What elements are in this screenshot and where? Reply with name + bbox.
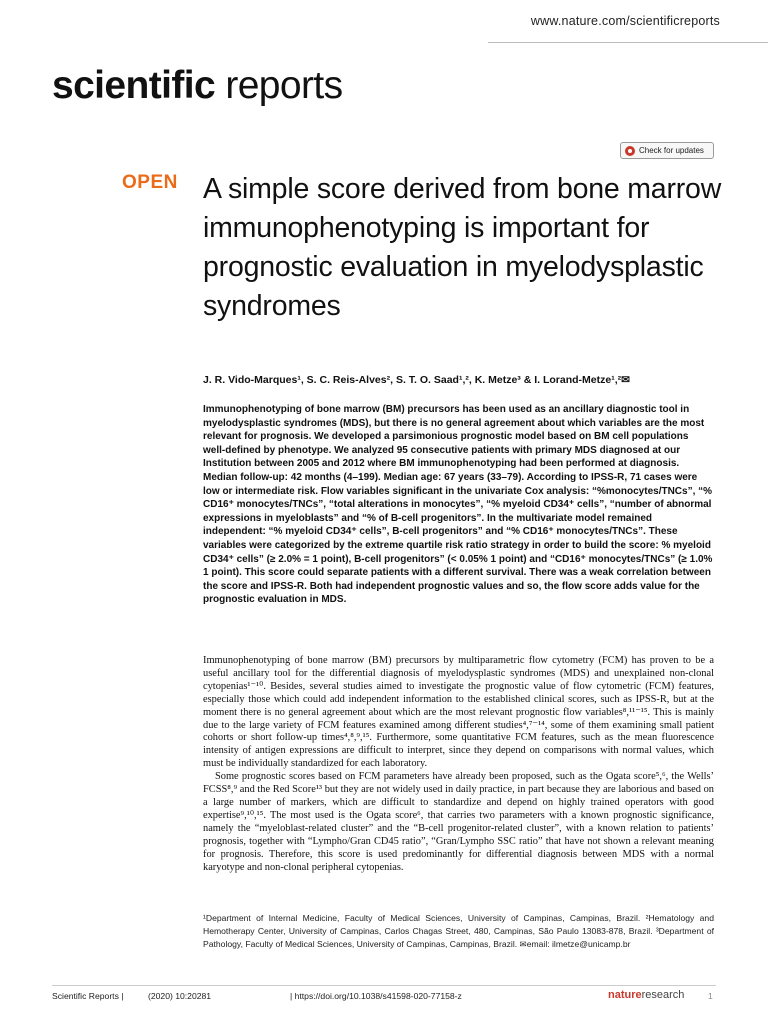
masthead-light: reports — [215, 64, 343, 107]
footer-rule — [52, 985, 716, 986]
header-rule — [488, 42, 768, 43]
check-for-updates-button[interactable] — [620, 142, 714, 159]
nature-research-logo — [608, 989, 684, 1001]
check-for-updates-label: Check for updates — [639, 146, 704, 155]
abstract: Immunophenotyping of bone marrow (BM) precursors has been used as an ancillary diagnostic tool in myelodysplastic syndromes (MDS), but there is no general agreement about which variables are the most relevant for prognosis. We developed a parsimonious prognostic model based on BM cell populations well-defined by phenotype. We analyzed 95 consecutive patients with primary MDS diagnosed at our Institution between 2005 and 2012 where BM immunophenotyping had been performed at diagnosis. Median follow-up: 42 months (4–199). Median age: 67 years (33–79). According to IPSS-R, 71 cases were low or intermediate risk. Flow variables significant in the univariate Cox analysis: “%monocytes/TNCs”, “% CD16⁺ monocytes/TNCs”, “total alterations in monocytes”, “% myeloid CD34⁺ cells”, “number of abnormal expressions in myeloblasts” and “% of B-cell progenitors”. In the multivariate model remained independent: “% myeloid CD34⁺ cells”, B-cell progenitors” and “% CD16⁺ monocytes/TNCs”. These variables were categorized by the extreme quartile risk ratio strategy in order to build the score: % myeloid CD34⁺ cells” (≥ 2.0% = 1 point), B-cell progenitors” (< 0.05% 1 point) and “CD16⁺ monocytes/TNCs” (≥ 1.0% 1 point). This score could separate patients with a different survival. There was a weak correlation between the score and IPSS-R. Both had independent prognostic values and so, the flow score adds value for the prognostic evaluation in MDS. — [203, 404, 713, 606]
article-title: A simple score derived from bone marrow immunophenotyping is important for prognostic evaluation in myelodysplastic syndromes — [203, 173, 722, 322]
affiliations: ¹Department of Internal Medicine, Faculty of Medical Sciences, University of Campinas, Campinas, Brazil. ²Hematology and Hemotherapy Center, University of Campinas, Carlos Chagas Street, 480, Campinas, São Paulo 13083-878, Brazil. ³Department of Pathology, Faculty of Medical Sciences, University of Campinas, Campinas, Brazil. ✉email: ilmetze@unicamp.br — [203, 913, 714, 949]
page-number: 1 — [708, 991, 713, 1001]
footer-year-volume: (2020) 10:20281 — [148, 991, 212, 1001]
masthead-bold: scientific — [52, 64, 216, 107]
author-list[interactable]: J. R. Vido-Marques¹, S. C. Reis-Alves², S. T. O. Saad¹,², K. Metze³ & I. Lorand-Metze¹,²✉ — [203, 374, 630, 386]
body-paragraph-2: Some prognostic scores based on FCM parameters have already been proposed, such as the Ogata score⁵,⁶, the Wells’ FCSS⁸,⁹ and the Red Score¹³ but they are not widely used in daily practice, in part because they are laborious and based on a large number of markers, which are difficult to standardize and depend on highly trained operators with good expertise⁹,¹⁰,¹⁵. The most used is the Ogata score⁶, that carries two parameters with a known prognostic significance, namely the “myeloblast-related cluster” and the “B-cell progenitor-related cluster”, with a known relation to patients’ prognosis, together with “Lympho/Gran CD45 ratio”, “Gran/Lympho SSC ratio” that have not shown a relevant meaning for prognosis. Therefore, this score is used predominantly for differential diagnosis between MDS with a normal karyotype and non-clonal peripheral cytopenias. — [203, 771, 714, 873]
footer-doi-link[interactable]: | https://doi.org/10.1038/s41598-020-77158-z — [290, 991, 462, 1001]
brand-research: research — [641, 989, 685, 1001]
article-body — [203, 655, 714, 874]
body-paragraph-1: Immunophenotyping of bone marrow (BM) precursors by multiparametric flow cytometry (FCM) has proven to be a useful ancillary tool for the differential diagnosis of myelodysplastic syndromes (MDS) and unexplained non-clonal cytopenias¹⁻¹⁰. Besides, several studies aimed to investigate the prognostic value of flow cytometric (FCM) features, especially those which could add independent information to the established clinical scores, such as IPSS-R, but at the moment there is no general agreement about which are the most relevant prognostic flow variables⁸,¹¹⁻¹⁵. This is mainly due to the large variety of FCM features examined among different studies⁴,⁷⁻¹⁴, some of them examining small patient cohorts or short follow-up times⁴,⁸,⁹,¹⁵. Furthermore, some quantitative FCM features, such as the mean fluorescence intensity of antigen expressions are difficult to interpret, since they depend on comparisons with normal values, which must be individually standardized for each laboratory. — [203, 655, 714, 770]
brand-nature: nature — [608, 989, 642, 1001]
journal-url[interactable]: www.nature.com/scientificreports — [530, 14, 720, 28]
open-access-label: OPEN — [122, 172, 178, 193]
journal-masthead — [52, 64, 343, 108]
footer-journal: Scientific Reports | — [52, 991, 124, 1001]
update-check-icon — [625, 146, 635, 156]
